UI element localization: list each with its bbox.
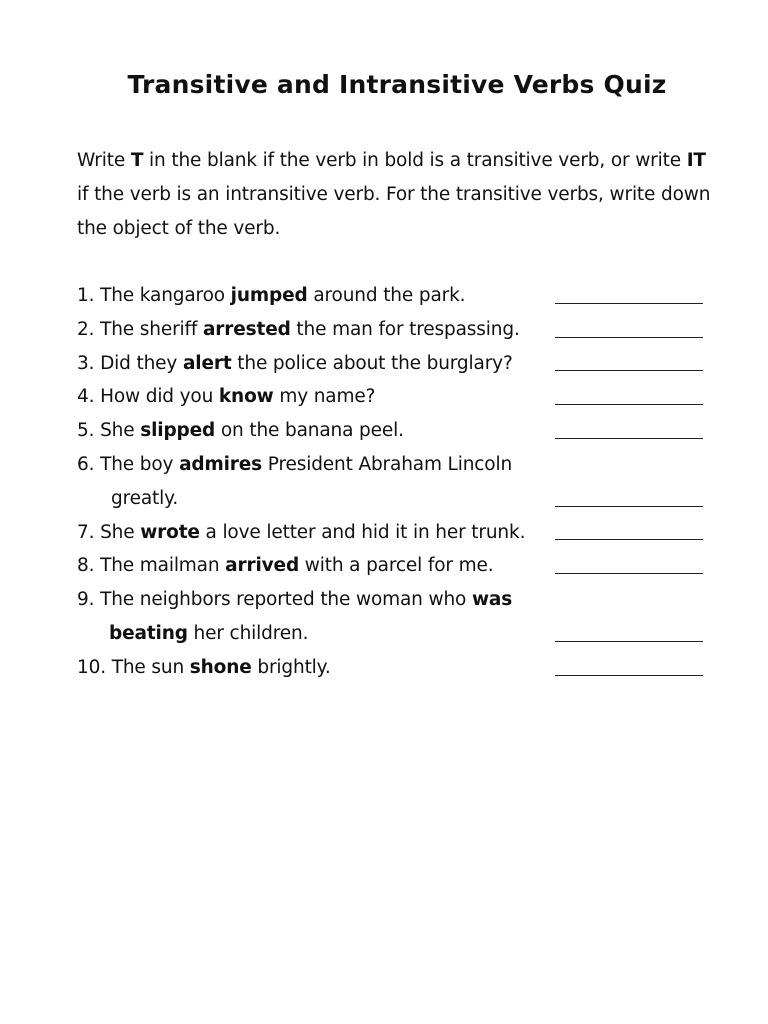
question-text: 5. She — [77, 420, 141, 442]
question-text: President Abraham Lincoln — [262, 453, 513, 475]
question-verb: slipped — [140, 420, 216, 442]
page-title: Transitive and Intransitive Verbs Quiz — [127, 70, 667, 99]
question-continuation: greatly. — [111, 487, 179, 509]
question-text: 1. The kangaroo — [77, 285, 231, 306]
question-verb: arrested — [202, 318, 291, 340]
question-text: around the park. — [307, 285, 466, 306]
question-verb: arrived — [225, 555, 300, 577]
answer-blank-5[interactable] — [555, 438, 703, 439]
question-9 — [77, 583, 703, 651]
question-text: 4. How did you — [77, 386, 219, 408]
question-text: 9. The neighbors reported the woman who — [77, 589, 472, 611]
question-1 — [77, 279, 703, 313]
question-text: her children. — [187, 622, 309, 644]
answer-blank-7[interactable] — [555, 539, 703, 540]
question-verb: admires — [179, 453, 263, 475]
instructions-text: Write — [77, 150, 131, 171]
question-text: 10. The sun — [77, 656, 190, 678]
answer-blank-3[interactable] — [555, 370, 703, 371]
question-text: 8. The mailman — [77, 555, 226, 577]
question-text: brightly. — [251, 656, 331, 678]
instructions-text: if the verb is an intransitive verb. For the transitive verbs, write down the object of the verb. — [77, 183, 711, 239]
question-verb: know — [218, 386, 274, 408]
instructions-bold-it: IT — [686, 150, 706, 171]
answer-blank-9[interactable] — [555, 641, 703, 642]
instructions-text: in the blank if the verb in bold is a transitive verb, or write — [143, 150, 687, 171]
answer-blank-4[interactable] — [555, 404, 703, 405]
question-7 — [77, 516, 703, 550]
question-text: 3. Did they — [77, 352, 183, 374]
question-3 — [77, 347, 703, 381]
question-verb: jumped — [230, 285, 308, 306]
answer-blank-1[interactable] — [555, 303, 703, 304]
question-2 — [77, 313, 703, 347]
question-verb: alert — [182, 352, 232, 374]
question-continuation — [77, 617, 543, 651]
question-list — [77, 279, 703, 685]
instructions — [77, 144, 717, 245]
question-text: a love letter and hid it in her trunk. — [199, 521, 526, 543]
question-5 — [77, 414, 703, 448]
question-verb: wrote — [140, 521, 200, 543]
question-text: my name? — [273, 386, 376, 408]
question-8 — [77, 549, 703, 583]
question-verb: shone — [189, 656, 252, 678]
question-text: with a parcel for me. — [299, 555, 494, 577]
instructions-bold-t: T — [130, 150, 144, 171]
question-text: 6. The boy — [77, 453, 180, 475]
question-text: the man for trespassing. — [290, 318, 520, 340]
question-6 — [77, 448, 703, 516]
question-text: 7. She — [77, 521, 141, 543]
answer-blank-10[interactable] — [555, 675, 703, 676]
question-verb: beating — [109, 622, 188, 644]
question-10 — [77, 651, 703, 685]
question-verb: was — [471, 589, 513, 611]
question-text: on the banana peel. — [215, 420, 404, 442]
question-4 — [77, 380, 703, 414]
answer-blank-2[interactable] — [555, 337, 703, 338]
question-text: the police about the burglary? — [231, 352, 513, 374]
answer-blank-6[interactable] — [555, 506, 703, 507]
answer-blank-8[interactable] — [555, 573, 703, 574]
question-text: 2. The sheriff — [77, 318, 203, 340]
